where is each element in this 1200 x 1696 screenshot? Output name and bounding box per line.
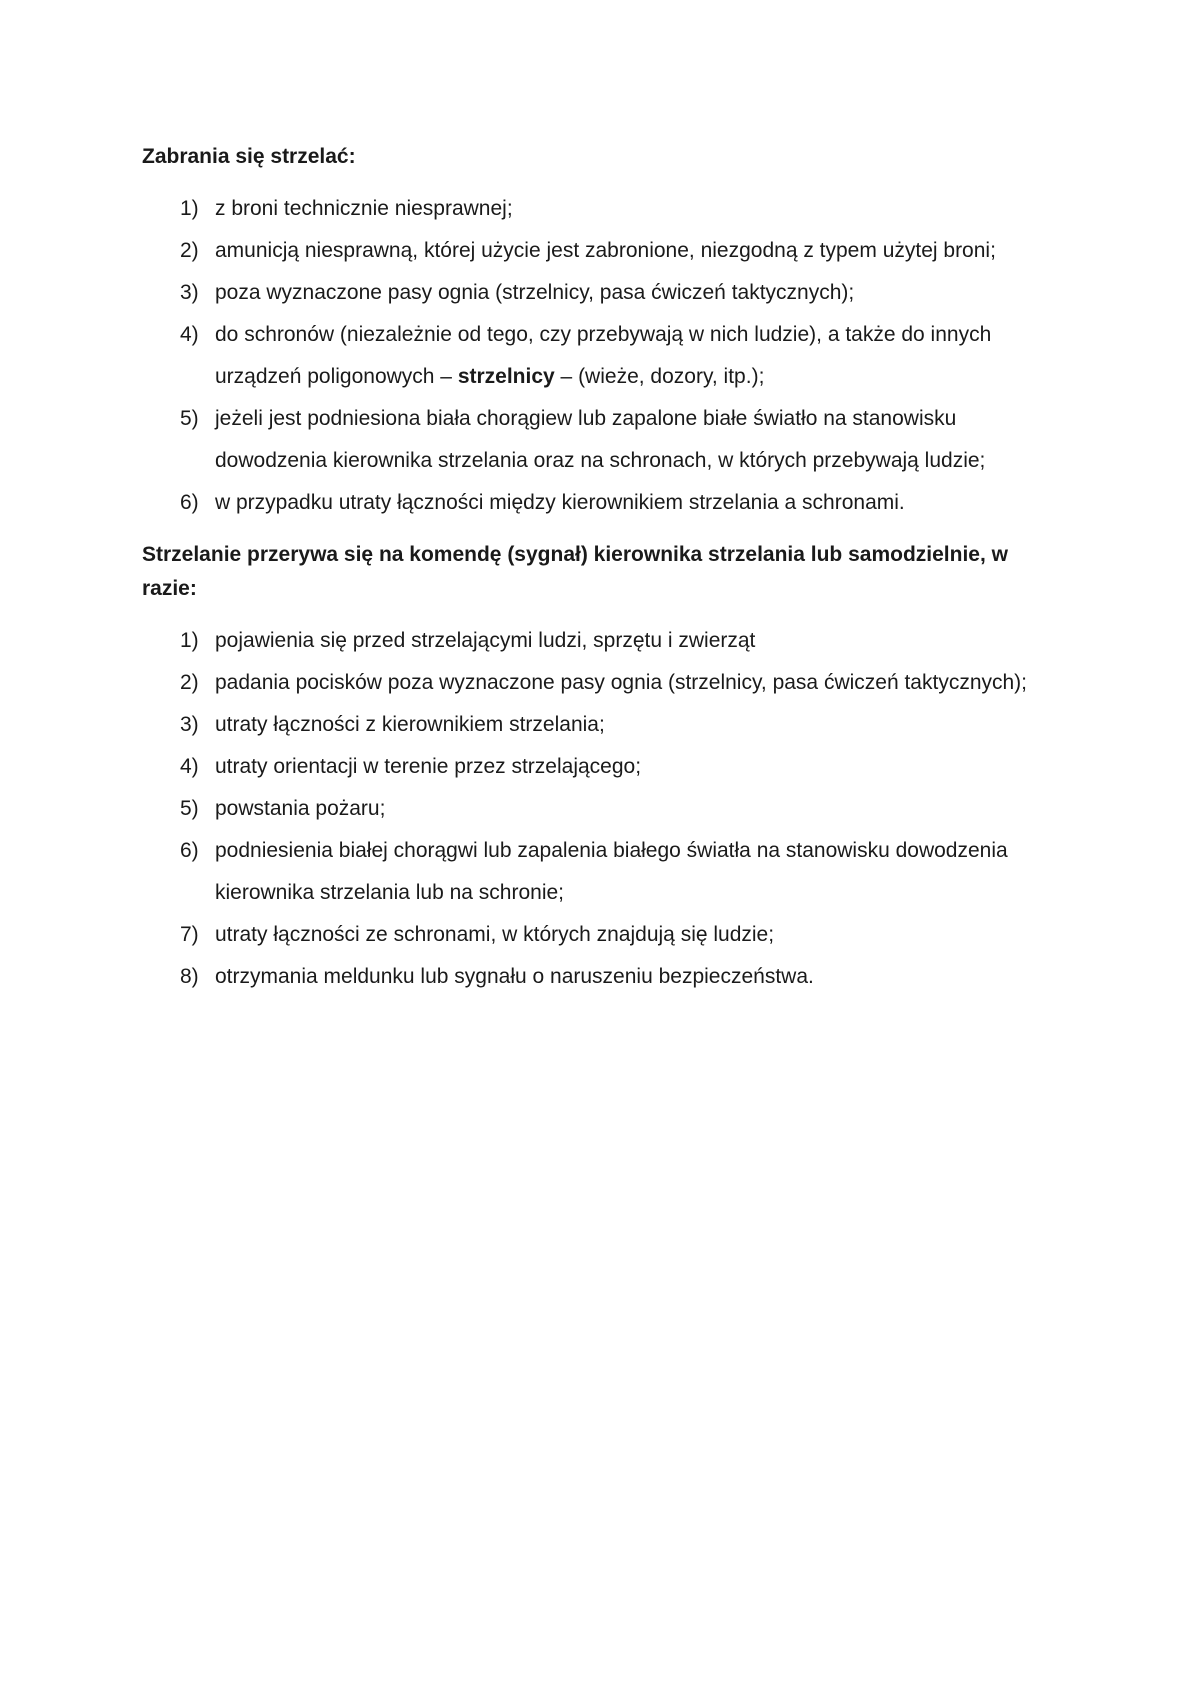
list-item: [142, 662, 1062, 704]
list-item: [142, 188, 1062, 230]
list-item-number: 6): [180, 839, 199, 862]
list-item-text: z broni technicznie niesprawnej;: [215, 197, 513, 220]
list-item-number: 5): [180, 407, 199, 430]
list-item-text-part: do schronów (niezależnie od tego, czy przebywają w nich ludzie), a także do innych urządzeń poligonowych –: [215, 323, 992, 388]
list-item-text: utraty orientacji w terenie przez strzelającego;: [215, 755, 642, 778]
list-item-number: 7): [180, 923, 199, 946]
list-item-text: amunicją niesprawną, której użycie jest zabronione, niezgodną z typem użytej broni;: [215, 239, 996, 262]
list-item-text: w przypadku utraty łączności między kierownikiem strzelania a schronami.: [215, 491, 905, 514]
list-item: [142, 482, 1062, 524]
section1-heading: Zabrania się strzelać:: [142, 145, 356, 168]
list-item-number: 3): [180, 713, 199, 736]
list-item: [142, 704, 1062, 746]
section1-list: [142, 188, 1062, 524]
list-item: [142, 788, 1062, 830]
list-item: [142, 314, 1062, 398]
list-item: [142, 272, 1062, 314]
list-item: [142, 230, 1062, 272]
list-item-text-part: – (wieże, dozory, itp.);: [554, 365, 765, 388]
document-content: [142, 140, 1062, 998]
list-item: [142, 746, 1062, 788]
section2-list: [142, 620, 1062, 998]
list-item-text: powstania pożaru;: [215, 797, 386, 820]
list-item-number: 3): [180, 281, 199, 304]
list-item-number: 2): [180, 239, 199, 262]
list-item-number: 2): [180, 671, 199, 694]
list-item-text: poza wyznaczone pasy ognia (strzelnicy, pasa ćwiczeń taktycznych);: [215, 281, 855, 304]
list-item-text: [215, 323, 991, 388]
list-item-number: 4): [180, 755, 199, 778]
list-item-text: jeżeli jest podniesiona biała chorągiew lub zapalone białe światło na stanowisku dowodzenia kierownika strzelania oraz na schronach, w których przebywają ludzie;: [215, 407, 986, 472]
list-item: [142, 914, 1062, 956]
list-item-number: 1): [180, 197, 199, 220]
list-item-number: 8): [180, 965, 199, 988]
list-item-bold-term: strzelnicy: [457, 365, 555, 388]
list-item-text: podniesienia białej chorągwi lub zapalenia białego światła na stanowisku dowodzenia kierownika strzelania lub na schronie;: [215, 839, 1008, 904]
list-item-text: padania pocisków poza wyznaczone pasy ognia (strzelnicy, pasa ćwiczeń taktycznych);: [215, 671, 1028, 694]
list-item-text: utraty łączności z kierownikiem strzelania;: [215, 713, 605, 736]
list-item: [142, 830, 1062, 914]
list-item: [142, 956, 1062, 998]
list-item: [142, 620, 1062, 662]
list-item-text: otrzymania meldunku lub sygnału o naruszeniu bezpieczeństwa.: [215, 965, 814, 988]
list-item-number: 5): [180, 797, 199, 820]
list-item: [142, 398, 1062, 482]
list-item-text: utraty łączności ze schronami, w których znajdują się ludzie;: [215, 923, 775, 946]
list-item-number: 6): [180, 491, 199, 514]
section2-heading: Strzelanie przerywa się na komendę (sygnał) kierownika strzelania lub samodzielnie, w razie:: [142, 543, 1008, 600]
list-item-number: 1): [180, 629, 199, 652]
list-item-number: 4): [180, 323, 199, 346]
list-item-text: pojawienia się przed strzelającymi ludzi, sprzętu i zwierząt: [215, 629, 756, 652]
